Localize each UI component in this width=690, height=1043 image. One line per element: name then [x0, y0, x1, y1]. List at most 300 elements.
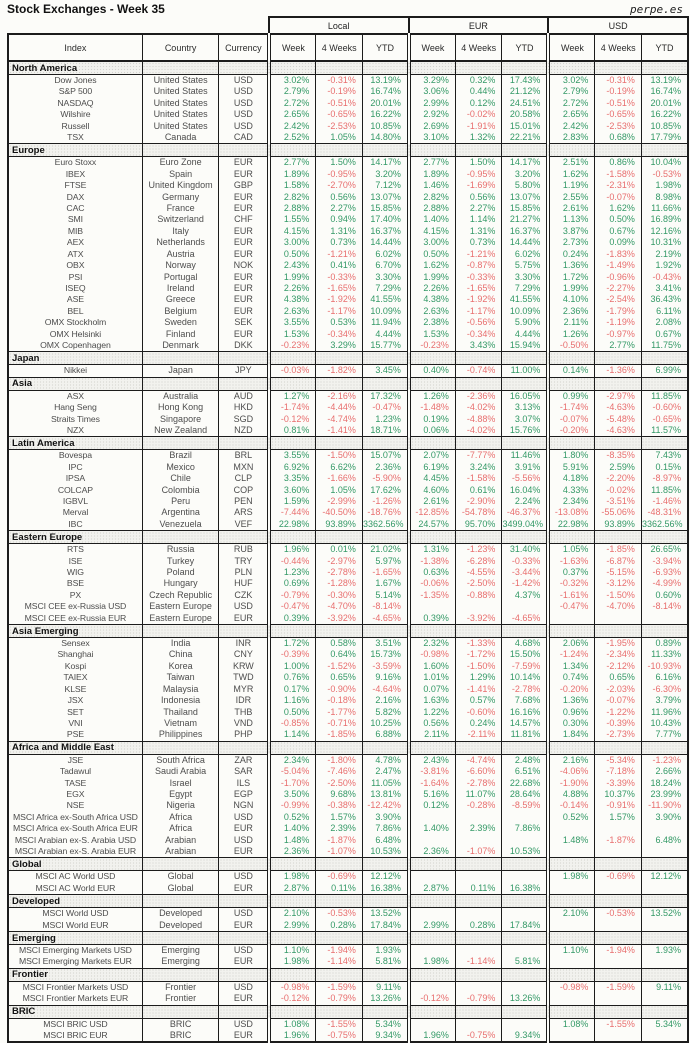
value-cell: -1.21% — [455, 249, 502, 260]
currency-cell: EUR — [219, 169, 270, 180]
value-cell: -0.12% — [269, 993, 316, 1005]
value-cell — [455, 871, 502, 883]
value-cell: 1.96% — [269, 1030, 316, 1042]
value-cell: 7.29% — [502, 283, 549, 294]
value-cell: -1.50% — [455, 661, 502, 672]
country-cell: BRIC — [142, 1030, 218, 1042]
currency-cell: VND — [219, 718, 270, 729]
value-cell: -1.61% — [548, 590, 595, 601]
value-cell: 0.30% — [548, 718, 595, 729]
table-row — [8, 812, 688, 823]
value-cell: 0.50% — [269, 707, 316, 718]
value-cell: 16.16% — [502, 707, 549, 718]
value-cell: 17.84% — [502, 920, 549, 932]
value-cell: 1.31% — [316, 226, 363, 237]
value-cell: 1.00% — [269, 661, 316, 672]
country-cell: Norway — [142, 260, 218, 271]
value-cell: 2.16% — [548, 754, 595, 766]
value-cell: -1.24% — [548, 649, 595, 660]
value-cell — [502, 908, 549, 920]
value-cell: 20.58% — [502, 109, 549, 120]
value-cell: 16.37% — [502, 226, 549, 237]
value-cell: -1.23% — [641, 754, 688, 766]
value-cell: -2.54% — [595, 294, 642, 305]
section-cell — [548, 531, 595, 544]
index-cell: Shanghai — [57, 649, 94, 660]
table-row — [8, 707, 688, 718]
section-cell — [219, 377, 270, 390]
value-cell: -2.73% — [595, 729, 642, 741]
value-cell: 22.98% — [548, 519, 595, 531]
value-cell: -2.97% — [595, 390, 642, 402]
value-cell: -3.92% — [455, 613, 502, 625]
col-header-week: Week — [409, 34, 456, 61]
index-cell: MSCI AC World USD — [35, 871, 116, 882]
currency-cell: EUR — [219, 283, 270, 294]
value-cell — [548, 1030, 595, 1042]
value-cell: -18.76% — [362, 507, 409, 518]
section-cell — [362, 144, 409, 157]
section-row — [8, 895, 688, 908]
value-cell: -1.63% — [548, 556, 595, 567]
value-cell: -0.98% — [548, 981, 595, 993]
value-cell: -0.19% — [595, 86, 642, 97]
country-cell: Indonesia — [142, 695, 218, 706]
value-cell: 1.50% — [455, 157, 502, 169]
section-row — [8, 932, 688, 945]
value-cell: -0.97% — [595, 329, 642, 340]
value-cell: 20.01% — [641, 98, 688, 109]
country-cell: Denmark — [142, 340, 218, 352]
value-cell: 2.26% — [269, 283, 316, 294]
value-cell: 4.37% — [502, 590, 549, 601]
value-cell: -1.48% — [409, 402, 456, 413]
currency-cell: EUR — [219, 823, 270, 834]
section-cell — [595, 437, 642, 450]
country-cell: Spain — [142, 169, 218, 180]
value-cell: -2.70% — [316, 180, 363, 191]
value-cell: 93.89% — [316, 519, 363, 531]
value-cell: -1.07% — [455, 846, 502, 858]
value-cell: -1.65% — [316, 283, 363, 294]
value-cell: 11.05% — [362, 778, 409, 789]
index-cell: OMX Copenhagen — [40, 339, 111, 350]
value-cell — [409, 871, 456, 883]
value-cell: -1.49% — [595, 260, 642, 271]
section-row — [8, 968, 688, 981]
index-cell: OMX Stockholm — [44, 317, 107, 328]
value-cell: 6.02% — [362, 249, 409, 260]
value-cell: 93.89% — [595, 519, 642, 531]
value-cell: 17.79% — [641, 132, 688, 144]
section-cell — [548, 932, 595, 945]
value-cell: 1.23% — [362, 414, 409, 425]
value-cell: 10.43% — [641, 718, 688, 729]
index-cell: Kospi — [64, 660, 87, 671]
country-cell: Israel — [142, 778, 218, 789]
country-cell: Australia — [142, 390, 218, 402]
value-cell: 4.15% — [409, 226, 456, 237]
value-cell: 2.06% — [548, 638, 595, 650]
table-row — [8, 237, 688, 248]
section-cell — [219, 741, 270, 754]
value-cell: 3.87% — [548, 226, 595, 237]
table-row — [8, 956, 688, 968]
value-cell: -6.28% — [455, 556, 502, 567]
value-cell: 0.73% — [316, 237, 363, 248]
currency-cell: IDR — [219, 695, 270, 706]
value-cell: -0.14% — [548, 800, 595, 811]
value-cell: -1.58% — [455, 473, 502, 484]
value-cell: -7.18% — [595, 766, 642, 777]
value-cell: -2.50% — [455, 578, 502, 589]
value-cell: 1.96% — [409, 1030, 456, 1042]
value-cell — [641, 993, 688, 1005]
value-cell: -0.30% — [316, 590, 363, 601]
section-cell — [595, 61, 642, 75]
currency-cell: USD — [219, 945, 270, 957]
index-cell: ISE — [68, 555, 83, 566]
value-cell: 6.19% — [409, 462, 456, 473]
value-cell: 13.52% — [362, 908, 409, 920]
country-cell: Greece — [142, 294, 218, 305]
country-cell: Canada — [142, 132, 218, 144]
value-cell: 24.51% — [502, 98, 549, 109]
table-row — [8, 638, 688, 650]
index-cell: MSCI Africa ex-South Africa USD — [13, 811, 138, 822]
currency-cell: USD — [219, 121, 270, 132]
table-row — [8, 871, 688, 883]
value-cell: -1.65% — [362, 567, 409, 578]
value-cell — [502, 871, 549, 883]
value-cell: 1.58% — [269, 180, 316, 191]
index-cell: BEL — [67, 305, 84, 316]
index-cell: Bovespa — [58, 450, 92, 461]
value-cell: 0.24% — [455, 718, 502, 729]
index-cell: Sensex — [61, 638, 90, 649]
value-cell — [455, 945, 502, 957]
value-cell: 12.12% — [641, 871, 688, 883]
value-cell — [641, 883, 688, 895]
section-label: Japan — [8, 352, 142, 365]
value-cell: -1.58% — [595, 169, 642, 180]
table-row — [8, 601, 688, 612]
index-cell: COLCAP — [57, 484, 93, 495]
section-cell — [502, 352, 549, 365]
currency-cell: USD — [219, 109, 270, 120]
section-cell — [455, 352, 502, 365]
value-cell: 7.29% — [362, 283, 409, 294]
value-cell: -0.53% — [595, 908, 642, 920]
index-cell: JSX — [67, 695, 84, 706]
index-cell: PSI — [68, 271, 83, 282]
value-cell: 2.66% — [641, 766, 688, 777]
value-cell: 5.34% — [362, 1018, 409, 1030]
value-cell: -4.99% — [641, 578, 688, 589]
value-cell: 2.87% — [409, 883, 456, 895]
section-cell — [142, 932, 218, 945]
index-cell: IPC — [68, 461, 83, 472]
value-cell: -5.04% — [269, 766, 316, 777]
country-cell: Russia — [142, 544, 218, 556]
value-cell: 6.88% — [362, 729, 409, 741]
value-cell: 2.16% — [362, 695, 409, 706]
value-cell: -1.87% — [316, 835, 363, 846]
section-cell — [362, 437, 409, 450]
value-cell: 2.79% — [269, 86, 316, 97]
value-cell: 1.31% — [455, 226, 502, 237]
currency-cell: EUR — [219, 920, 270, 932]
index-cell: Hang Seng — [54, 402, 97, 413]
value-cell: -0.23% — [409, 340, 456, 352]
currency-cell: DKK — [219, 340, 270, 352]
value-cell: -0.87% — [455, 260, 502, 271]
value-cell: 3.00% — [409, 237, 456, 248]
section-cell — [455, 437, 502, 450]
value-cell: -3.94% — [641, 556, 688, 567]
value-cell: 1.10% — [269, 945, 316, 957]
value-cell: 0.89% — [641, 638, 688, 650]
section-cell — [641, 932, 688, 945]
value-cell: 22.68% — [502, 778, 549, 789]
value-cell: -4.70% — [316, 601, 363, 612]
value-cell: 10.14% — [502, 672, 549, 683]
value-cell: 2.73% — [548, 237, 595, 248]
table-row — [8, 729, 688, 741]
country-cell: India — [142, 638, 218, 650]
section-cell — [595, 895, 642, 908]
value-cell: 14.17% — [362, 157, 409, 169]
table-row — [8, 340, 688, 352]
value-cell: -0.98% — [409, 649, 456, 660]
index-cell: MSCI AC World EUR — [35, 882, 116, 893]
section-cell — [219, 144, 270, 157]
value-cell: 3.55% — [269, 450, 316, 462]
country-cell: Ireland — [142, 283, 218, 294]
section-cell — [641, 531, 688, 544]
value-cell: -4.55% — [455, 567, 502, 578]
value-cell: 3.29% — [409, 75, 456, 87]
value-cell: 0.09% — [595, 237, 642, 248]
value-cell: 1.89% — [409, 169, 456, 180]
country-cell: Belgium — [142, 306, 218, 317]
value-cell: 4.10% — [548, 294, 595, 305]
value-cell: -0.60% — [455, 707, 502, 718]
value-cell: 3.07% — [502, 414, 549, 425]
value-cell: 36.43% — [641, 294, 688, 305]
country-cell: Nigeria — [142, 800, 218, 811]
section-cell — [502, 437, 549, 450]
value-cell — [595, 613, 642, 625]
value-cell: -1.50% — [316, 450, 363, 462]
value-cell: 5.75% — [502, 260, 549, 271]
value-cell: 1.16% — [269, 695, 316, 706]
value-cell: -0.44% — [269, 556, 316, 567]
value-cell: 0.39% — [409, 613, 456, 625]
value-cell: -1.14% — [455, 956, 502, 968]
value-cell: -4.02% — [455, 425, 502, 437]
value-cell: 2.87% — [269, 883, 316, 895]
table-row — [8, 473, 688, 484]
value-cell: -46.37% — [502, 507, 549, 518]
value-cell: 1.92% — [641, 260, 688, 271]
value-cell — [548, 823, 595, 834]
value-cell — [641, 956, 688, 968]
value-cell: 1.10% — [548, 945, 595, 957]
currency-cell: PHP — [219, 729, 270, 741]
value-cell: -4.44% — [316, 402, 363, 413]
value-cell: 1.72% — [548, 272, 595, 283]
currency-cell: EGP — [219, 789, 270, 800]
currency-cell: CAD — [219, 132, 270, 144]
value-cell: -5.90% — [362, 473, 409, 484]
section-cell — [502, 625, 549, 638]
value-cell: 10.85% — [362, 121, 409, 132]
section-cell — [595, 968, 642, 981]
table-row — [8, 192, 688, 203]
value-cell: 0.69% — [269, 578, 316, 589]
section-cell — [595, 932, 642, 945]
section-cell — [455, 858, 502, 871]
table-row — [8, 180, 688, 191]
value-cell: 0.53% — [316, 317, 363, 328]
index-cell: NSE — [66, 800, 85, 811]
table-row — [8, 121, 688, 132]
value-cell: 0.32% — [455, 75, 502, 87]
value-cell: -0.28% — [455, 800, 502, 811]
value-cell: -2.53% — [595, 121, 642, 132]
value-cell: -8.14% — [641, 601, 688, 612]
value-cell — [502, 981, 549, 993]
section-cell — [142, 144, 218, 157]
value-cell: -7.44% — [269, 507, 316, 518]
index-cell: MSCI Africa ex-South Africa EUR — [13, 823, 138, 834]
value-cell: 11.33% — [641, 649, 688, 660]
country-cell: Africa — [142, 823, 218, 834]
value-cell: 3.29% — [316, 340, 363, 352]
value-cell: -1.41% — [455, 684, 502, 695]
value-cell: -2.50% — [316, 778, 363, 789]
currency-cell: ZAR — [219, 754, 270, 766]
value-cell: 14.17% — [502, 157, 549, 169]
value-cell: -4.70% — [595, 601, 642, 612]
value-cell: 2.77% — [409, 157, 456, 169]
section-row — [8, 352, 688, 365]
value-cell: 14.44% — [362, 237, 409, 248]
value-cell: 2.55% — [548, 192, 595, 203]
value-cell: 0.50% — [269, 249, 316, 260]
table-row — [8, 590, 688, 601]
value-cell: 2.99% — [409, 920, 456, 932]
value-cell: 0.17% — [269, 684, 316, 695]
brand-link[interactable]: perpe.es — [630, 3, 683, 16]
country-cell: France — [142, 203, 218, 214]
value-cell: 2.34% — [548, 496, 595, 507]
value-cell: 9.68% — [316, 789, 363, 800]
section-row — [8, 625, 688, 638]
value-cell — [548, 613, 595, 625]
value-cell: -0.12% — [409, 993, 456, 1005]
value-cell: 15.85% — [362, 203, 409, 214]
section-cell — [409, 531, 456, 544]
country-cell: United Kingdom — [142, 180, 218, 191]
table-row — [8, 507, 688, 518]
value-cell: 2.51% — [548, 157, 595, 169]
value-cell: 1.55% — [269, 214, 316, 225]
value-cell: 24.57% — [409, 519, 456, 531]
currency-cell: INR — [219, 638, 270, 650]
country-cell: Philippines — [142, 729, 218, 741]
value-cell: -1.21% — [316, 249, 363, 260]
value-cell: -0.20% — [548, 425, 595, 437]
value-cell: 9.16% — [362, 672, 409, 683]
value-cell: 2.99% — [269, 920, 316, 932]
value-cell: -2.78% — [502, 684, 549, 695]
table-row — [8, 425, 688, 437]
value-cell: -0.39% — [595, 718, 642, 729]
currency-cell: EUR — [219, 306, 270, 317]
value-cell: 21.12% — [502, 86, 549, 97]
section-cell — [219, 1005, 270, 1018]
table-row — [8, 132, 688, 144]
value-cell: 1.62% — [595, 203, 642, 214]
value-cell: -4.02% — [455, 402, 502, 413]
value-cell: 5.97% — [362, 556, 409, 567]
index-cell: ATX — [67, 248, 84, 259]
value-cell — [548, 993, 595, 1005]
value-cell: -0.91% — [595, 800, 642, 811]
country-cell: Thailand — [142, 707, 218, 718]
col-header-country: Country — [142, 34, 218, 61]
value-cell: 15.73% — [362, 649, 409, 660]
country-cell: Chile — [142, 473, 218, 484]
value-cell: 6.51% — [502, 766, 549, 777]
value-cell: 0.28% — [455, 920, 502, 932]
value-cell: -1.17% — [316, 306, 363, 317]
value-cell: 5.82% — [362, 707, 409, 718]
section-cell — [502, 741, 549, 754]
value-cell: 10.09% — [502, 306, 549, 317]
value-cell: -1.77% — [316, 707, 363, 718]
value-cell: -1.33% — [455, 638, 502, 650]
table-row — [8, 98, 688, 109]
table-row — [8, 578, 688, 589]
currency-cell: KRW — [219, 661, 270, 672]
value-cell: -0.03% — [269, 365, 316, 377]
currency-cell: JPY — [219, 365, 270, 377]
value-cell: 5.34% — [641, 1018, 688, 1030]
value-cell: 2.36% — [269, 846, 316, 858]
country-cell: Euro Zone — [142, 157, 218, 169]
value-cell: -1.74% — [269, 402, 316, 413]
value-cell: 3.24% — [455, 462, 502, 473]
value-cell: 0.81% — [269, 425, 316, 437]
value-cell: -0.60% — [641, 402, 688, 413]
value-cell — [548, 956, 595, 968]
section-cell — [641, 741, 688, 754]
section-cell — [142, 1005, 218, 1018]
section-cell — [409, 144, 456, 157]
value-cell — [502, 945, 549, 957]
value-cell — [548, 883, 595, 895]
currency-cell: EUR — [219, 203, 270, 214]
section-label: North America — [8, 61, 142, 75]
country-cell: Saudi Arabia — [142, 766, 218, 777]
section-cell — [142, 352, 218, 365]
index-cell: TAIEX — [63, 672, 88, 683]
section-cell — [316, 968, 363, 981]
section-cell — [595, 377, 642, 390]
